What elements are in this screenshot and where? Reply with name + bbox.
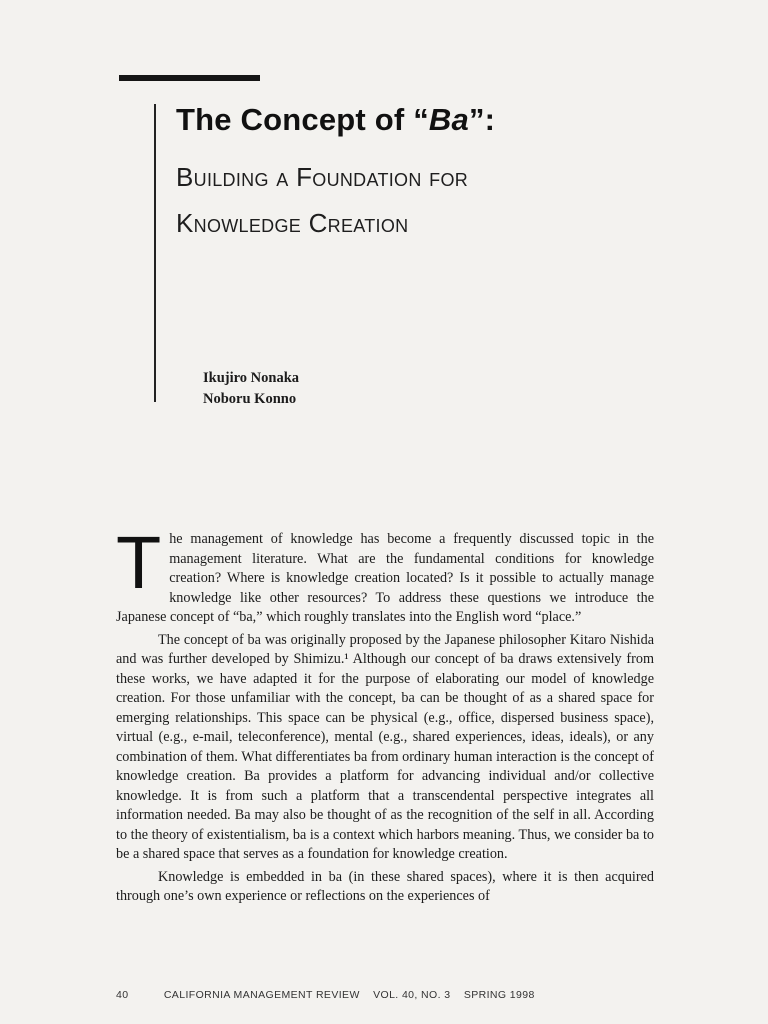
author-list bbox=[203, 368, 299, 410]
title-suffix: ”: bbox=[468, 102, 496, 137]
page-footer bbox=[116, 989, 535, 1001]
author-name: Noboru Konno bbox=[203, 391, 297, 407]
title-prefix: The Concept of “ bbox=[176, 102, 429, 137]
article-body bbox=[116, 521, 654, 907]
top-rule bbox=[119, 75, 260, 81]
side-rule bbox=[154, 104, 156, 402]
drop-cap: T bbox=[116, 521, 162, 604]
article-title bbox=[176, 102, 495, 138]
author-name: Ikujiro Nonaka bbox=[203, 370, 300, 386]
subtitle-line-2: Knowledge Creation bbox=[176, 208, 409, 238]
subtitle-line-1: Building a Foundation for bbox=[176, 162, 469, 192]
body-paragraph bbox=[116, 521, 654, 628]
journal-name: CALIFORNIA MANAGEMENT REVIEW bbox=[163, 989, 360, 1001]
journal-volume: VOL. 40, NO. 3 bbox=[373, 989, 451, 1001]
paragraph-1-text: he management of knowledge has become a frequently discussed topic in the management literature. What are the fundamental conditions for knowledge creation? Where is knowledge creation located? Is it possible to actually manage knowledge like other resources? To address these questions we introduce the Japanese concept of “ba,” which roughly translates into the English word “place.” bbox=[116, 531, 654, 625]
body-paragraph: The concept of ba was originally proposed by the Japanese philosopher Kitaro Nishida and was further developed by Shimizu.¹ Although our concept of ba draws extensively from these works, we have adapted it for the purpose of elaborating our model of knowledge creation. For those unfamiliar with the concept, ba can be thought of as a shared space for emerging relationships. This space can be physical (e.g., office, dispersed business space), virtual (e.g., e-mail, teleconference), mental (e.g., shared experiences, ideas, ideals), or any combination of them. What differentiates ba from ordinary human interaction is the concept of knowledge creation. Ba provides a platform for advancing individual and/or collective knowledge. It is from such a platform that a transcendental perspective integrates all information needed. Ba may also be thought of as the recognition of the self in all. According to the theory of existentialism, ba is a context which harbors meaning. Thus, we consider ba to be a shared space that serves as a foundation for knowledge creation. bbox=[116, 631, 654, 862]
journal-season: SPRING 1998 bbox=[463, 989, 535, 1001]
article-subtitle bbox=[176, 154, 468, 246]
body-paragraph: Knowledge is embedded in ba (in these shared spaces), where it is then acquired through one’s own experience or reflections on the experiences of bbox=[116, 868, 654, 904]
title-emphasis: Ba bbox=[428, 102, 469, 137]
page-number: 40 bbox=[116, 989, 129, 1001]
